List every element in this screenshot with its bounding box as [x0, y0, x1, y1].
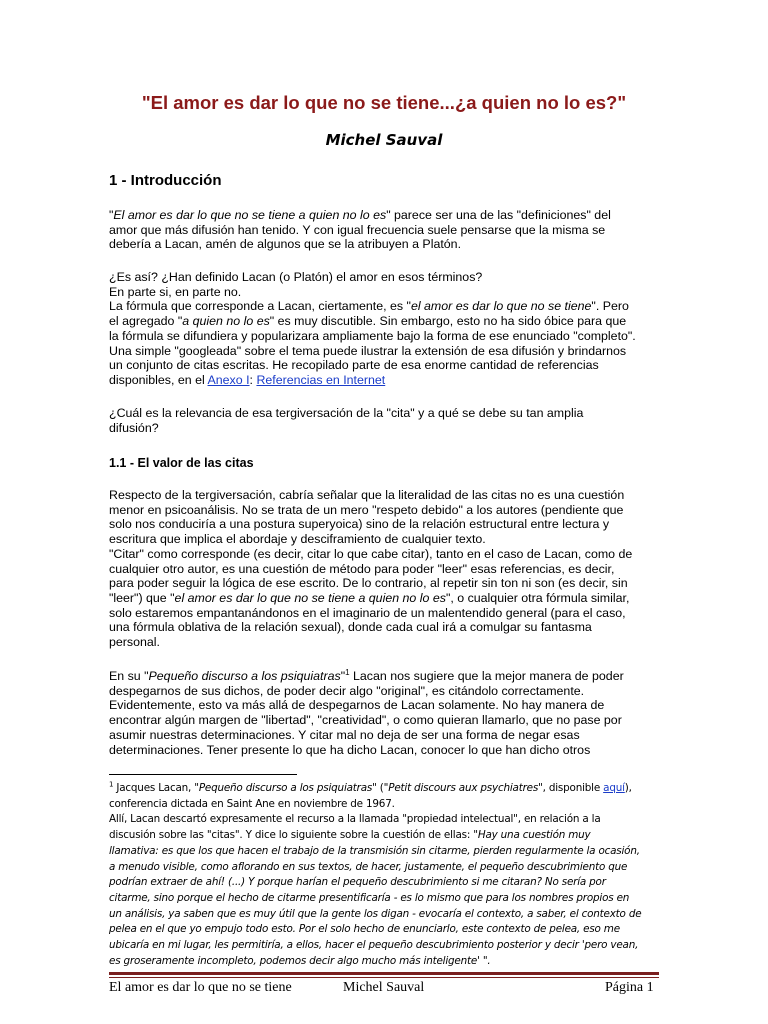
text-line: Evidentemente, esto va más allá de despegarnos de Lacan solamente. No hay manera de	[109, 698, 605, 713]
text-line: un análisis, ya saben que es muy útil que la gente los digan - evocaría el contexto, a saber, el contexto de	[109, 907, 642, 920]
text-line: determinaciones. Tener presente lo que ha dicho Lacan, conocer lo que han dicho otros	[109, 742, 591, 757]
quote-italic: Pequeño discurso a los psiquiatras	[198, 782, 373, 794]
footer-page-number: Página 1	[605, 980, 654, 995]
text-run: " ("	[372, 782, 389, 794]
referencias-link[interactable]: Referencias en Internet	[256, 372, 386, 387]
paragraph-citas-1	[109, 488, 665, 650]
footnote-marker[interactable]: 1	[345, 667, 350, 677]
text-line: encontrar algún margen de "libertad", "creatividad", o como quieran llamarlo, que no pase por	[109, 713, 622, 728]
text-run: discusión sobre las "citas". Y dice lo siguiente sobre la cuestión de ellas: "	[109, 829, 478, 842]
text-run: ". Pero	[591, 299, 629, 314]
text-line	[109, 591, 665, 606]
section-heading-valor-citas: 1.1 - El valor de las citas	[109, 456, 254, 470]
document-title: "El amor es dar lo que no se tiene...¿a quien no lo es?"	[141, 92, 627, 113]
text-line: despegarnos de sus dichos, de poder decir algo "original", es citándolo correctamente.	[109, 683, 585, 698]
text-line: es groseramente incompleto, podemos decir algo mucho más inteligente' ".	[109, 954, 491, 967]
text-run: La fórmula que corresponde a Lacan, ciertamente, es "	[109, 299, 411, 314]
quote-italic: Pequeño discurso a los psiquiatras	[148, 669, 341, 683]
text-line: una fórmula oblativa de la relación sexual), donde cada cual irá a comulgar su fantasma	[109, 620, 592, 635]
paragraph-intro-1	[109, 208, 665, 252]
text-line: escritura que implica el abordaje y desciframiento de cualquier texto.	[109, 532, 486, 547]
text-run: "	[109, 208, 114, 222]
text-line: "Citar" como corresponde (es decir, citar lo que cabe citar), tanto en el caso de Lacan, como de	[109, 546, 633, 561]
text-line: a menudo visible, como aflorando en sus textos, de hacer, justamente, el pequeño descubrimiento que	[109, 860, 628, 873]
footer-rule-thick	[109, 972, 659, 975]
text-line: Allí, Lacan descartó expresamente el recurso a la llamada "propiedad intelectual", en relación a la	[109, 813, 601, 826]
footnote-1	[109, 781, 669, 969]
text-line	[109, 314, 665, 329]
quote-italic: el amor es dar lo que no se tiene a quien no lo es	[174, 590, 446, 605]
text-line: solo nos conduciría a una postura superyoica) sino de la relación estructural entre lectura y	[109, 517, 610, 532]
text-line: conferencia dictada en Saint Ane en noviembre de 1967.	[109, 797, 395, 810]
text-run: ", disponible	[538, 782, 604, 794]
quote-italic: El amor es dar lo que no se tiene a quien no lo es	[113, 208, 387, 222]
text-line: menor en psicoanálisis. No se trata de un mero "respeto debido" a los autores (pendiente que	[109, 502, 624, 517]
text-line: ¿Es así? ¿Han definido Lacan (o Platón) el amor en esos términos?	[109, 270, 483, 284]
text-run: " es muy discutible. Sin embargo, esto no ha sido óbice para que	[269, 314, 627, 329]
paragraph-citas-2	[109, 669, 665, 757]
footnote-number: 1	[109, 780, 114, 789]
text-line: amor que más difusión han tenido. Y con igual frecuencia suele pensarse que la misma se	[109, 222, 606, 237]
text-line	[109, 373, 665, 388]
text-run: disponibles, en el	[109, 372, 208, 387]
footer-author: Michel Sauval	[343, 980, 425, 995]
text-run: ", o cualquier otra fórmula similar,	[445, 590, 630, 605]
anexo-link[interactable]: Anexo I	[207, 372, 250, 387]
text-line: solo estaremos empantanándonos en el imaginario de un malentendido general (para el caso,	[109, 605, 626, 620]
text-line: Respecto de la tergiversación, cabría señalar que la literalidad de las citas no es una cuestión	[109, 488, 625, 502]
aqui-link[interactable]: aquí	[603, 782, 625, 794]
text-run: "	[340, 669, 346, 683]
text-run: Lacan nos sugiere que la mejor manera de poder	[349, 669, 624, 683]
quote-italic: Hay una cuestión muy	[477, 829, 591, 842]
text-line: llamativa: es que los que hacen el trabajo de la transmisión sin citarme, pierden regularmente la ocasión,	[109, 844, 640, 857]
text-line: podrían extraer de ahí! (...) Y porque harían el pequeño descubrimiento si me citaran? No sería por	[109, 876, 606, 889]
text-line: cualquier otro autor, es una cuestión de método para poder "leer" esas referencias, es decir,	[109, 561, 615, 576]
text-run: "leer") que "	[109, 590, 175, 605]
text-line: la fórmula se difundiera y popularizara ampliamente bajo la forma de ese enunciado "completo".	[109, 328, 636, 343]
footnote-separator	[109, 774, 297, 775]
text-run: ),	[624, 782, 632, 794]
text-line: para poder seguir la lógica de ese escrito. De lo contrario, al repetir sin ton ni son (es decir, sin	[109, 576, 628, 591]
quote-italic: Petit discours aux psychiatres	[388, 782, 539, 794]
paragraph-intro-2	[109, 270, 665, 388]
text-line	[109, 208, 665, 223]
text-line: Una simple "googleada" sobre el tema puede ilustrar la extensión de esa difusión y brindarnos	[109, 343, 627, 358]
quote-italic: el amor es dar lo que no se tiene	[410, 299, 592, 314]
text-line	[109, 299, 665, 314]
text-line	[109, 781, 669, 797]
text-line: pelea en el que yo empujo todo esto. Por el solo hecho de enunciarlo, este contexto de pelea, eso me	[109, 923, 620, 936]
text-line: asumir nuestras determinaciones. Y citar mal no deja de ser una forma de negar esas	[109, 727, 580, 742]
text-line: debería a Lacan, amén de algunos que se la atribuyen a Platón.	[109, 237, 462, 252]
text-line	[109, 669, 665, 684]
quote-italic: a quien no lo es	[182, 314, 270, 329]
text-line: ubicaría en mi lugar, les permitiría, a ellos, hacer el pequeño descubrimiento posterior y decir 'pero vean,	[109, 939, 639, 952]
text-run: En su "	[109, 669, 149, 683]
footer-document-title: El amor es dar lo que no se tiene	[109, 980, 292, 995]
text-line: un conjunto de citas escritas. He recopilado parte de esa enorme cantidad de referencias	[109, 358, 599, 373]
text-line: ¿Cuál es la relevancia de esa tergiversación de la "cita" y a qué se debe su tan amplia	[109, 406, 584, 420]
text-line	[109, 828, 669, 844]
text-run: el agregado "	[109, 314, 183, 329]
text-run: :	[249, 372, 257, 387]
paragraph-intro-3	[109, 406, 665, 435]
document-author: Michel Sauval	[325, 131, 443, 149]
footer-rule-thin	[109, 977, 659, 978]
text-line: En parte si, en parte no.	[109, 284, 242, 299]
text-line: difusión?	[109, 420, 159, 435]
text-run: " parece ser una de las "definiciones" del	[386, 208, 611, 222]
section-heading-introduccion: 1 - Introducción	[109, 172, 222, 189]
text-line: citarme, sino porque el hecho de citarme presentificaría - es lo mismo que para los nombres propios en	[109, 891, 630, 904]
text-line: personal.	[109, 635, 160, 650]
text-run: Jacques Lacan, "	[113, 782, 199, 794]
